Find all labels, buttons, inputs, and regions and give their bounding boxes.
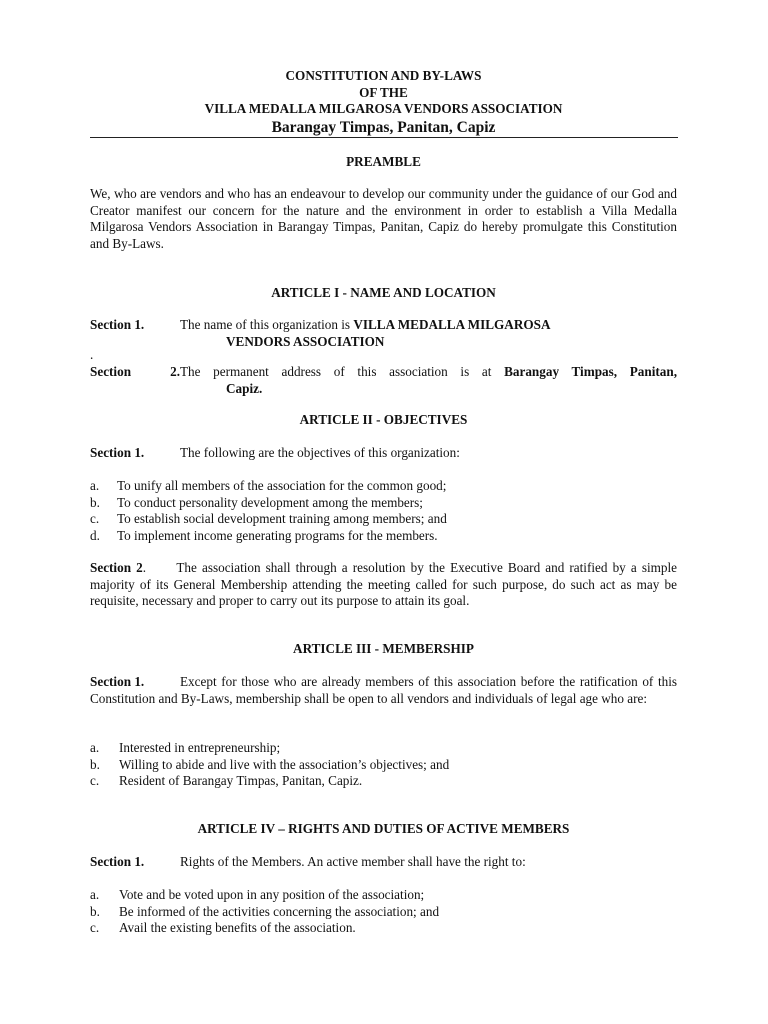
document-title	[90, 68, 677, 137]
list-item: b. To conduct personality development among the members;	[90, 494, 423, 510]
address-cont: Capiz.	[226, 380, 263, 396]
section-label: Section 1.	[90, 854, 145, 869]
article-4-heading: ARTICLE IV – RIGHTS AND DUTIES OF ACTIVE MEMBERS	[197, 821, 570, 836]
list-item: a. To unify all members of the association for the common good;	[90, 478, 447, 493]
list-item: b. Be informed of the activities concerning the association; and	[90, 903, 440, 919]
list-item: c. Resident of Barangay Timpas, Panitan, Capiz.	[90, 773, 363, 788]
title-divider	[90, 137, 678, 138]
section-text: . The association shall through a resolution by the Executive Board and ratified by a simple majority of its General Membership attending the meeting called for such purpose, do such act as may be requisite, necessary and proper to carry out its purpose to attain its goal.	[90, 560, 681, 608]
article-1-section-2	[90, 364, 677, 397]
membership-list	[90, 740, 677, 790]
section-text: The permanent address of this association is at	[180, 364, 505, 379]
article-3-heading: ARTICLE III - MEMBERSHIP	[293, 641, 474, 656]
section-text: The name of this organization is	[180, 317, 354, 332]
org-name-cont: VENDORS ASSOCIATION	[226, 333, 385, 349]
rights-list	[90, 887, 677, 937]
section-label: Section 1.	[90, 317, 145, 332]
list-item: b. Willing to abide and live with the association’s objectives; and	[90, 756, 450, 772]
preamble-heading: PREAMBLE	[346, 154, 421, 169]
title-line-2: OF THE	[359, 84, 408, 100]
title-line-4: Barangay Timpas, Panitan, Capiz	[271, 118, 496, 136]
address: Barangay Timpas, Panitan,	[504, 364, 677, 379]
list-item: a. Interested in entrepreneurship;	[90, 740, 281, 755]
article-2-heading: ARTICLE II - OBJECTIVES	[299, 412, 468, 427]
title-line-1: CONSTITUTION AND BY-LAWS	[285, 68, 482, 83]
section-text: The following are the objectives of this organization:	[180, 445, 460, 460]
section-label: Section 2.	[90, 364, 180, 379]
list-item: d. To implement income generating programs for the members.	[90, 527, 438, 543]
article-3-section-1	[90, 674, 677, 707]
article-1-section-1	[90, 317, 677, 350]
org-name: VILLA MEDALLA MILGAROSA	[353, 317, 551, 332]
article-2-section-1	[90, 445, 677, 462]
section-text: Rights of the Members. An active member shall have the right to:	[180, 854, 526, 869]
section-label: Section 1.	[90, 445, 145, 460]
objectives-list	[90, 478, 677, 544]
list-item: c. Avail the existing benefits of the association.	[90, 920, 356, 935]
list-item: a. Vote and be voted upon in any position of the association;	[90, 887, 425, 902]
list-item: c. To establish social development training among members; and	[90, 511, 447, 526]
article-1-heading: ARTICLE I - NAME AND LOCATION	[271, 285, 496, 300]
section-label: Section 1.	[90, 674, 145, 689]
section-label: Section 2	[90, 560, 143, 575]
preamble-text: We, who are vendors and who has an endeavour to develop our community under the guidance of our God and Creator manifest our concern for the nature and the environment in order to establish a Villa Medalla Milgarosa Vendors Association in Barangay Timpas, Panitan, Capiz do hereby promulgate this Constitution and By-Laws.	[90, 186, 677, 251]
article-4-section-1	[90, 854, 677, 871]
article-2-section-2	[90, 560, 681, 610]
stray-period: .	[90, 347, 94, 362]
title-line-3: VILLA MEDALLA MILGAROSA VENDORS ASSOCIATION	[204, 101, 563, 116]
section-text: Except for those who are already members of this association before the ratification of this Constitution and By-Laws, membership shall be open to all vendors and individuals of legal age who are:	[90, 674, 677, 706]
